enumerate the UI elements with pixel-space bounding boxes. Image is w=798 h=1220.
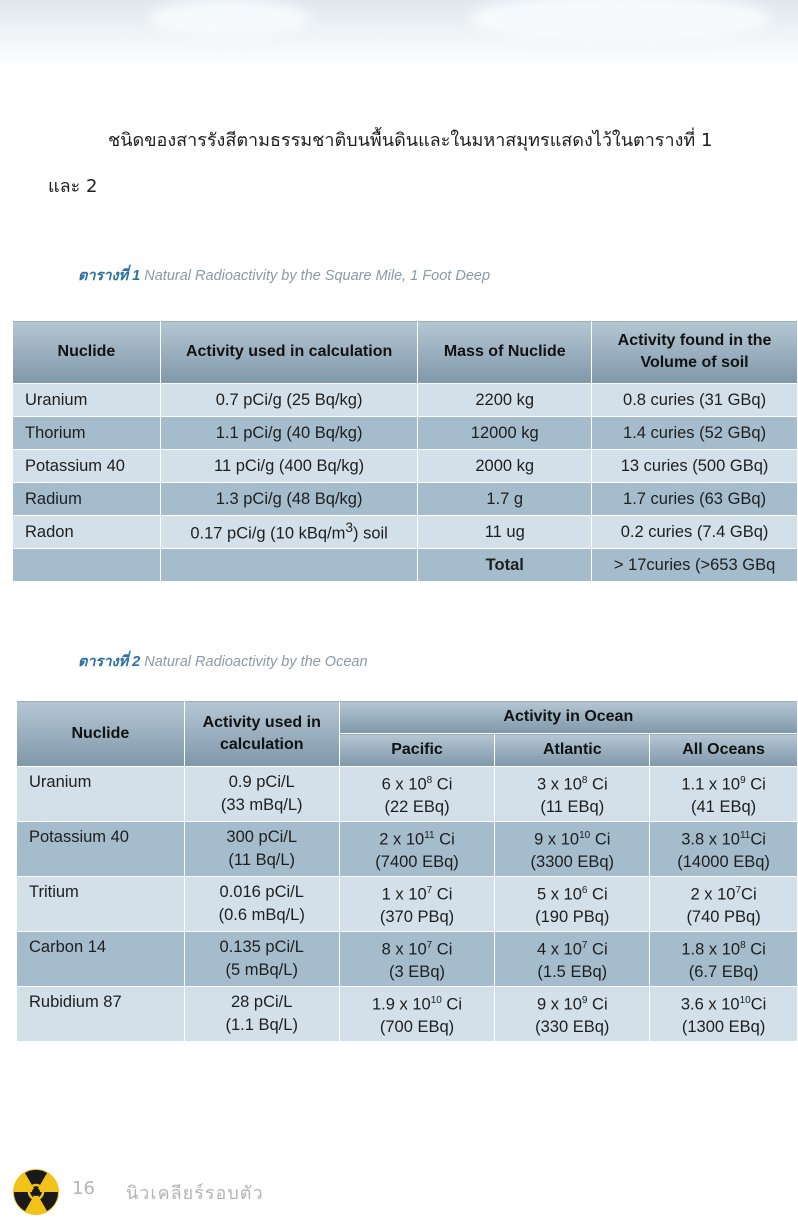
intro-paragraph [48,118,768,210]
table-row [17,822,798,877]
t2-header-activity-used: Activity used in calculation [184,701,339,767]
t2-header-nuclide: Nuclide [17,701,185,767]
t1-cell-nuclide: Radium [13,483,161,516]
table-row [13,483,798,516]
t2-cell-nuclide: Uranium [17,767,185,822]
t2-header-all-oceans: All Oceans [650,734,798,767]
table2 [16,700,798,1042]
t2-header-atlantic: Atlantic [495,734,650,767]
table-row [13,384,798,417]
t1-cell-mass: 2000 kg [418,450,592,483]
table1-caption [78,264,490,287]
table-row [17,987,798,1042]
intro-line-2: และ 2 [48,176,98,197]
t1-header-activity: Activity used in calculation [160,321,418,384]
t2-cell-pac: 1 x $10^7$ Ci (370 PBq) [339,877,495,932]
t2-cell-atl: 9 x $10^9$ Ci (330 EBq) [495,987,650,1042]
cloud-shape [150,0,310,38]
table-row [13,417,798,450]
table2-caption [78,650,368,673]
book-title: นิวเคลียร์รอบตัว [126,1183,264,1204]
t1-cell-nuclide: Potassium 40 [13,450,161,483]
t2-cell-all: 1.8 x $10^8$ Ci (6.7 EBq) [650,932,798,987]
table-row [17,877,798,932]
t1-total-value: > 17curies (>653 GBq [592,549,798,582]
t2-cell-activity-used: 28 pCi/L (1.1 Bq/L) [184,987,339,1042]
t2-cell-all: 2 x $10^7Ci$ (740 PBq) [650,877,798,932]
table-row [13,516,798,549]
t1-cell-empty [160,549,418,582]
t2-cell-activity-used: 0.135 pCi/L (5 mBq/L) [184,932,339,987]
t1-cell-found: 1.4 curies (52 GBq) [592,417,798,450]
header-sky-banner [0,0,798,70]
table-row-total [13,549,798,582]
t2-cell-atl: 4 x $10^7$ Ci (1.5 EBq) [495,932,650,987]
table-row [13,450,798,483]
t2-header-pacific: Pacific [339,734,495,767]
t1-cell-mass: 12000 kg [418,417,592,450]
page-number: 16 [72,1178,95,1199]
t1-cell-found: 1.7 curies (63 GBq) [592,483,798,516]
t2-header-activity-ocean: Activity in Ocean [339,701,797,734]
t2-cell-all: 1.1 x $10^9$ Ci (41 EBq) [650,767,798,822]
t2-cell-nuclide: Carbon 14 [17,932,185,987]
t2-cell-nuclide: Tritium [17,877,185,932]
t1-cell-nuclide: Uranium [13,384,161,417]
t1-cell-activity: 0.7 pCi/g (25 Bq/kg) [160,384,418,417]
table1-caption-label: ตารางที่ 1 [78,268,141,284]
t2-cell-activity-used: 0.9 pCi/L (33 mBq/L) [184,767,339,822]
t2-cell-all: 3.6 x $10^{10}Ci$ (1300 EBq) [650,987,798,1042]
radiation-icon [12,1168,60,1216]
t2-cell-pac: 8 x $10^7$ Ci (3 EBq) [339,932,495,987]
t2-cell-all: 3.8 x $10^{11}Ci$ (14000 EBq) [650,822,798,877]
t1-cell-found: 0.8 curies (31 GBq) [592,384,798,417]
t2-cell-atl: 3 x $10^8$ Ci (11 EBq) [495,767,650,822]
t1-cell-empty [13,549,161,582]
intro-line-1: ชนิดของสารรังสีตามธรรมชาติบนพื้นดินและในมหาสมุทรแสดงไว้ในตารางที่ 1 [108,130,713,151]
t1-cell-nuclide: Radon [13,516,161,549]
table1-caption-text: Natural Radioactivity by the Square Mile, 1 Foot Deep [144,268,491,284]
t2-cell-pac: 1.9 x $10^{10}$ Ci (700 EBq) [339,987,495,1042]
table2-caption-label: ตารางที่ 2 [78,654,141,670]
t2-cell-atl: 5 x $10^6$ Ci (190 PBq) [495,877,650,932]
t1-header-found: Activity found in the Volume of soil [592,321,798,384]
t2-cell-activity-used: 300 pCi/L (11 Bq/L) [184,822,339,877]
t1-header-nuclide: Nuclide [13,321,161,384]
table2-caption-text: Natural Radioactivity by the Ocean [144,654,368,670]
t1-cell-mass: 1.7 g [418,483,592,516]
t2-cell-pac: 2 x $10^{11}$ Ci (7400 EBq) [339,822,495,877]
cloud-shape [470,0,770,44]
t1-cell-activity: 1.3 pCi/g (48 Bq/kg) [160,483,418,516]
t1-cell-activity: 11 pCi/g (400 Bq/kg) [160,450,418,483]
t1-cell-found: 0.2 curies (7.4 GBq) [592,516,798,549]
t1-total-label: Total [418,549,592,582]
t1-cell-activity: 0.17 pCi/g (10 kBq/$m^3$) soil [160,516,418,549]
t1-header-mass: Mass of Nuclide [418,321,592,384]
t1-cell-mass: 11 ug [418,516,592,549]
t1-cell-mass: 2200 kg [418,384,592,417]
table-row [17,932,798,987]
footer [12,1168,60,1208]
t1-cell-activity: 1.1 pCi/g (40 Bq/kg) [160,417,418,450]
t2-cell-activity-used: 0.016 pCi/L (0.6 mBq/L) [184,877,339,932]
t2-cell-nuclide: Potassium 40 [17,822,185,877]
t1-cell-nuclide: Thorium [13,417,161,450]
table1 [12,320,798,582]
table-row [17,767,798,822]
t2-cell-pac: 6 x $10^8$ Ci (22 EBq) [339,767,495,822]
t2-cell-nuclide: Rubidium 87 [17,987,185,1042]
t1-cell-found: 13 curies (500 GBq) [592,450,798,483]
t2-cell-atl: 9 x $10^{10}$ Ci (3300 EBq) [495,822,650,877]
